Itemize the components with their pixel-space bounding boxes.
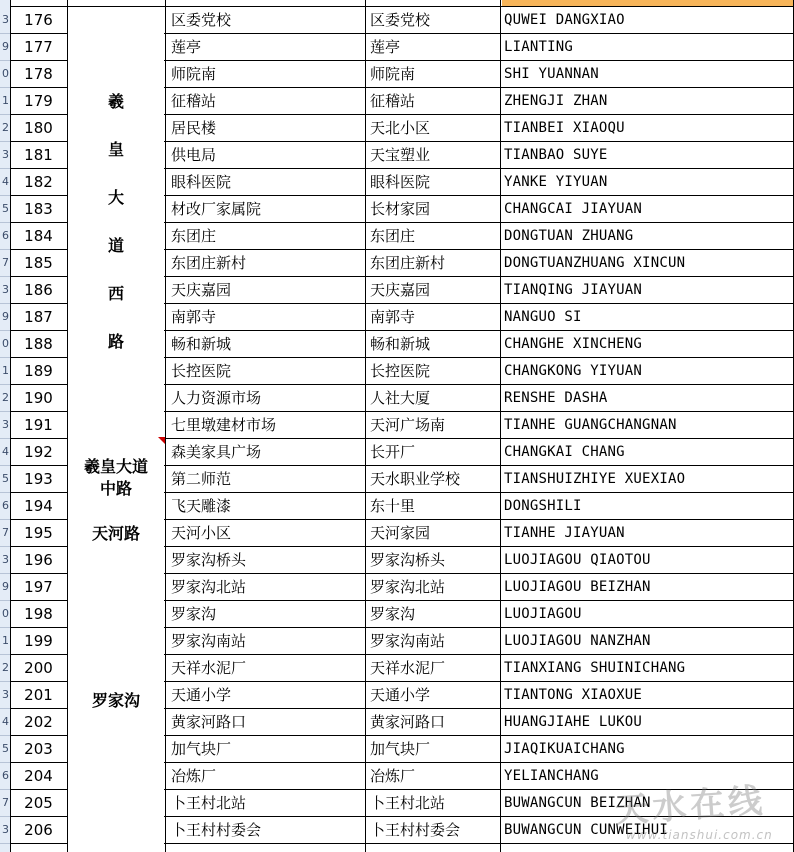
new-stop-name-cell[interactable]: 罗家沟南站 (370, 632, 446, 650)
row-number[interactable]: 201 (24, 686, 53, 704)
row-number[interactable]: 179 (24, 92, 53, 110)
new-stop-name-cell[interactable]: 卜王村村委会 (370, 821, 461, 839)
row-header-divider (0, 843, 10, 844)
row-number[interactable]: 181 (24, 146, 53, 164)
pinyin-cell[interactable]: LUOJIAGOU BEIZHAN (504, 579, 651, 595)
row-header[interactable]: 5 (2, 472, 9, 485)
pinyin-cell[interactable]: TIANBEI XIAOQU (504, 120, 625, 136)
new-stop-name-cell[interactable]: 莲亭 (370, 38, 401, 56)
road-label: 罗家沟 (91, 690, 140, 710)
new-stop-name-cell[interactable]: 冶炼厂 (370, 767, 416, 785)
row-number[interactable]: 186 (24, 281, 53, 299)
row-number[interactable]: 176 (24, 11, 53, 29)
row-number[interactable]: 182 (24, 173, 53, 191)
stop-name-cell[interactable]: 征稽站 (171, 92, 217, 110)
row-header[interactable]: 4 (2, 175, 9, 188)
stop-name-cell[interactable]: 居民楼 (171, 119, 217, 137)
new-stop-name-cell[interactable]: 人社大厦 (370, 389, 431, 407)
row-number[interactable]: 180 (24, 119, 53, 137)
stop-name-cell[interactable]: 罗家沟 (171, 605, 217, 623)
stop-name-cell[interactable]: 卜王村北站 (171, 794, 247, 812)
stop-name-cell[interactable]: 供电局 (171, 146, 217, 164)
comment-indicator[interactable] (158, 437, 165, 444)
new-stop-name-cell[interactable]: 师院南 (370, 65, 416, 83)
pinyin-cell[interactable]: YANKE YIYUAN (504, 174, 608, 190)
stop-name-cell[interactable]: 加气块厂 (171, 740, 232, 758)
row-number[interactable]: 203 (24, 740, 53, 758)
column-divider (365, 0, 366, 852)
new-stop-name-cell[interactable]: 区委党校 (370, 11, 431, 29)
pinyin-cell[interactable]: CHANGKAI CHANG (504, 444, 625, 460)
pinyin-cell[interactable]: HUANGJIAHE LUKOU (504, 714, 643, 730)
road-line-2: 中路 (99, 479, 132, 498)
stop-name-cell[interactable]: 卜王村村委会 (171, 821, 262, 839)
row-header[interactable]: 3 (2, 553, 9, 566)
watermark-title: 天水在线 (613, 780, 768, 832)
row-header[interactable]: 9 (2, 580, 9, 593)
pinyin-cell[interactable]: DONGTUANZHUANG XINCUN (504, 255, 686, 271)
new-stop-name-cell[interactable]: 天通小学 (370, 686, 431, 704)
road-char: 道 (107, 236, 124, 255)
pinyin-cell[interactable]: BUWANGCUN BEIZHAN (504, 795, 651, 811)
road-label: 天河路 (91, 523, 140, 543)
new-stop-name-cell[interactable]: 加气块厂 (370, 740, 431, 758)
stop-name-cell[interactable]: 莲亭 (171, 38, 202, 56)
row-header[interactable]: 6 (2, 769, 9, 782)
pinyin-cell[interactable]: SHI YUANNAN (504, 66, 599, 82)
pinyin-cell[interactable]: BUWANGCUN CUNWEIHUI (504, 822, 668, 838)
stop-name-cell[interactable]: 七里墩建材市场 (171, 416, 277, 434)
road-cell-luojiagou[interactable] (68, 546, 164, 852)
row-header[interactable]: 3 (2, 418, 9, 431)
stop-name-cell[interactable]: 森美家具广场 (171, 443, 262, 461)
pinyin-cell[interactable]: DONGTUAN ZHUANG (504, 228, 634, 244)
row-number[interactable]: 198 (24, 605, 53, 623)
stop-name-cell[interactable]: 畅和新城 (171, 335, 232, 353)
stop-name-cell[interactable]: 飞天雕漆 (171, 497, 232, 515)
pinyin-cell[interactable]: TIANSHUIZHIYE XUEXIAO (504, 471, 686, 487)
pinyin-cell[interactable]: LUOJIAGOU (504, 606, 582, 622)
row-header[interactable]: 3 (2, 13, 9, 26)
row-header[interactable]: 7 (2, 256, 9, 269)
new-stop-name-cell[interactable]: 东团庄 (370, 227, 416, 245)
new-stop-name-cell[interactable]: 眼科医院 (370, 173, 431, 191)
row-header[interactable]: 5 (2, 202, 9, 215)
stop-name-cell[interactable]: 区委党校 (171, 11, 232, 29)
stop-name-cell[interactable]: 天河小区 (171, 524, 232, 542)
new-stop-name-cell[interactable]: 长控医院 (370, 362, 431, 380)
row-number[interactable]: 192 (24, 443, 53, 461)
pinyin-cell[interactable]: CHANGKONG YIYUAN (504, 363, 643, 379)
row-number[interactable]: 206 (24, 821, 53, 839)
row-header[interactable]: 6 (2, 499, 9, 512)
row-number[interactable]: 204 (24, 767, 53, 785)
column-divider (165, 0, 166, 852)
row-number[interactable]: 197 (24, 578, 53, 596)
watermark-url: www.tianshui.com.cn (626, 828, 773, 842)
row-number[interactable]: 189 (24, 362, 53, 380)
row-header[interactable]: 6 (2, 229, 9, 242)
pinyin-cell[interactable]: NANGUO SI (504, 309, 582, 325)
row-header[interactable]: 5 (2, 742, 9, 755)
row-number[interactable]: 183 (24, 200, 53, 218)
stop-name-cell[interactable]: 第二师范 (171, 470, 232, 488)
row-header[interactable]: 3 (2, 823, 9, 836)
new-stop-name-cell[interactable]: 长材家园 (370, 200, 431, 218)
pinyin-cell[interactable]: CHANGCAI JIAYUAN (504, 201, 643, 217)
row-number[interactable]: 191 (24, 416, 53, 434)
row-number[interactable]: 177 (24, 38, 53, 56)
road-line-1: 羲皇大道 (83, 457, 148, 476)
pinyin-cell[interactable]: QUWEI DANGXIAO (504, 12, 625, 28)
row-header[interactable]: 1 (2, 94, 9, 107)
row-header[interactable]: 3 (2, 283, 9, 296)
row-header[interactable]: 2 (2, 391, 9, 404)
row-header[interactable]: 1 (2, 364, 9, 377)
new-stop-name-cell[interactable]: 东十里 (370, 497, 416, 515)
pinyin-cell[interactable]: TIANBAO SUYE (504, 147, 608, 163)
row-header[interactable]: 9 (2, 40, 9, 53)
pinyin-cell[interactable]: DONGSHILI (504, 498, 582, 514)
pinyin-cell[interactable]: LUOJIAGOU NANZHAN (504, 633, 651, 649)
stop-name-cell[interactable]: 罗家沟南站 (171, 632, 247, 650)
row-header[interactable]: 3 (2, 148, 9, 161)
new-stop-name-cell[interactable]: 罗家沟桥头 (370, 551, 446, 569)
pinyin-cell[interactable]: TIANQING JIAYUAN (504, 282, 643, 298)
stop-name-cell[interactable]: 罗家沟桥头 (171, 551, 247, 569)
pinyin-cell[interactable]: TIANTONG XIAOXUE (504, 687, 643, 703)
row-number[interactable]: 205 (24, 794, 53, 812)
stop-name-cell[interactable]: 材改厂家属院 (171, 200, 262, 218)
row-header[interactable]: 7 (2, 526, 9, 539)
stop-name-cell[interactable]: 眼科医院 (171, 173, 232, 191)
stop-name-cell[interactable]: 人力资源市场 (171, 389, 262, 407)
stop-name-cell[interactable]: 黄家河路口 (171, 713, 247, 731)
row-header[interactable]: 4 (2, 445, 9, 458)
row-header[interactable]: 0 (2, 67, 9, 80)
row-number[interactable]: 187 (24, 308, 53, 326)
new-stop-name-cell[interactable]: 黄家河路口 (370, 713, 446, 731)
row-header-strip (0, 0, 10, 852)
row-number[interactable]: 195 (24, 524, 53, 542)
stop-name-cell[interactable]: 罗家沟北站 (171, 578, 247, 596)
row-header[interactable]: 2 (2, 121, 9, 134)
stop-name-cell[interactable]: 东团庄 (171, 227, 217, 245)
pinyin-cell[interactable]: LUOJIAGOU QIAOTOU (504, 552, 651, 568)
row-header[interactable]: 4 (2, 715, 9, 728)
row-number[interactable]: 202 (24, 713, 53, 731)
row-header[interactable]: 0 (2, 607, 9, 620)
row-header[interactable]: 1 (2, 634, 9, 647)
new-stop-name-cell[interactable]: 天宝塑业 (370, 146, 431, 164)
row-number[interactable]: 190 (24, 389, 53, 407)
new-stop-name-cell[interactable]: 南郭寺 (370, 308, 416, 326)
column-divider (500, 0, 501, 852)
stop-name-cell[interactable]: 东团庄新村 (171, 254, 247, 272)
row-number[interactable]: 178 (24, 65, 53, 83)
row-number[interactable]: 193 (24, 470, 53, 488)
road-cell-xihuang-middle[interactable] (68, 438, 164, 518)
pinyin-cell[interactable]: RENSHE DASHA (504, 390, 608, 406)
new-stop-name-cell[interactable]: 天河广场南 (370, 416, 446, 434)
new-stop-name-cell[interactable]: 卜王村北站 (370, 794, 446, 812)
new-stop-name-cell[interactable]: 征稽站 (370, 92, 416, 110)
stop-name-cell[interactable]: 天祥水泥厂 (171, 659, 247, 677)
road-cell-tianhe[interactable] (68, 519, 164, 545)
row-header[interactable]: 9 (2, 310, 9, 323)
stop-name-cell[interactable]: 天通小学 (171, 686, 232, 704)
pinyin-cell[interactable]: TIANHE GUANGCHANGNAN (504, 417, 677, 433)
new-stop-name-cell[interactable]: 罗家沟 (370, 605, 416, 623)
stop-name-cell[interactable]: 南郭寺 (171, 308, 217, 326)
road-char: 路 (107, 332, 124, 351)
pinyin-cell[interactable]: CHANGHE XINCHENG (504, 336, 643, 352)
pinyin-cell[interactable]: ZHENGJI ZHAN (504, 93, 608, 109)
new-stop-name-cell[interactable]: 天水职业学校 (370, 470, 461, 488)
road-char: 羲 (107, 92, 124, 111)
road-char: 大 (107, 188, 124, 207)
new-stop-name-cell[interactable]: 天河家园 (370, 524, 431, 542)
stop-name-cell[interactable]: 师院南 (171, 65, 217, 83)
stop-name-cell[interactable]: 冶炼厂 (171, 767, 217, 785)
row-header[interactable]: 0 (2, 337, 9, 350)
row-number[interactable]: 184 (24, 227, 53, 245)
new-stop-name-cell[interactable]: 天庆嘉园 (370, 281, 431, 299)
new-stop-name-cell[interactable]: 东团庄新村 (370, 254, 446, 272)
pinyin-cell[interactable]: TIANHE JIAYUAN (504, 525, 625, 541)
row-number[interactable]: 196 (24, 551, 53, 569)
row-number[interactable]: 188 (24, 335, 53, 353)
pinyin-cell[interactable]: JIAQIKUAICHANG (504, 741, 625, 757)
new-stop-name-cell[interactable]: 天北小区 (370, 119, 431, 137)
row-number[interactable]: 199 (24, 632, 53, 650)
row-number[interactable]: 185 (24, 254, 53, 272)
new-stop-name-cell[interactable]: 罗家沟北站 (370, 578, 446, 596)
row-header[interactable]: 7 (2, 796, 9, 809)
row-number[interactable]: 200 (24, 659, 53, 677)
stop-name-cell[interactable]: 天庆嘉园 (171, 281, 232, 299)
road-char: 皇 (107, 140, 124, 159)
new-stop-name-cell[interactable]: 畅和新城 (370, 335, 431, 353)
new-stop-name-cell[interactable]: 长开厂 (370, 443, 416, 461)
stop-name-cell[interactable]: 长控医院 (171, 362, 232, 380)
row-header[interactable]: 2 (2, 661, 9, 674)
pinyin-cell[interactable]: LIANTING (504, 39, 574, 55)
pinyin-cell[interactable]: TIANXIANG SHUINICHANG (504, 660, 686, 676)
row-header[interactable]: 3 (2, 688, 9, 701)
road-cell-xihuang-west[interactable] (68, 7, 164, 437)
pinyin-cell[interactable]: YELIANCHANG (504, 768, 599, 784)
row-number[interactable]: 194 (24, 497, 53, 515)
road-char: 西 (107, 284, 124, 303)
new-stop-name-cell[interactable]: 天祥水泥厂 (370, 659, 446, 677)
